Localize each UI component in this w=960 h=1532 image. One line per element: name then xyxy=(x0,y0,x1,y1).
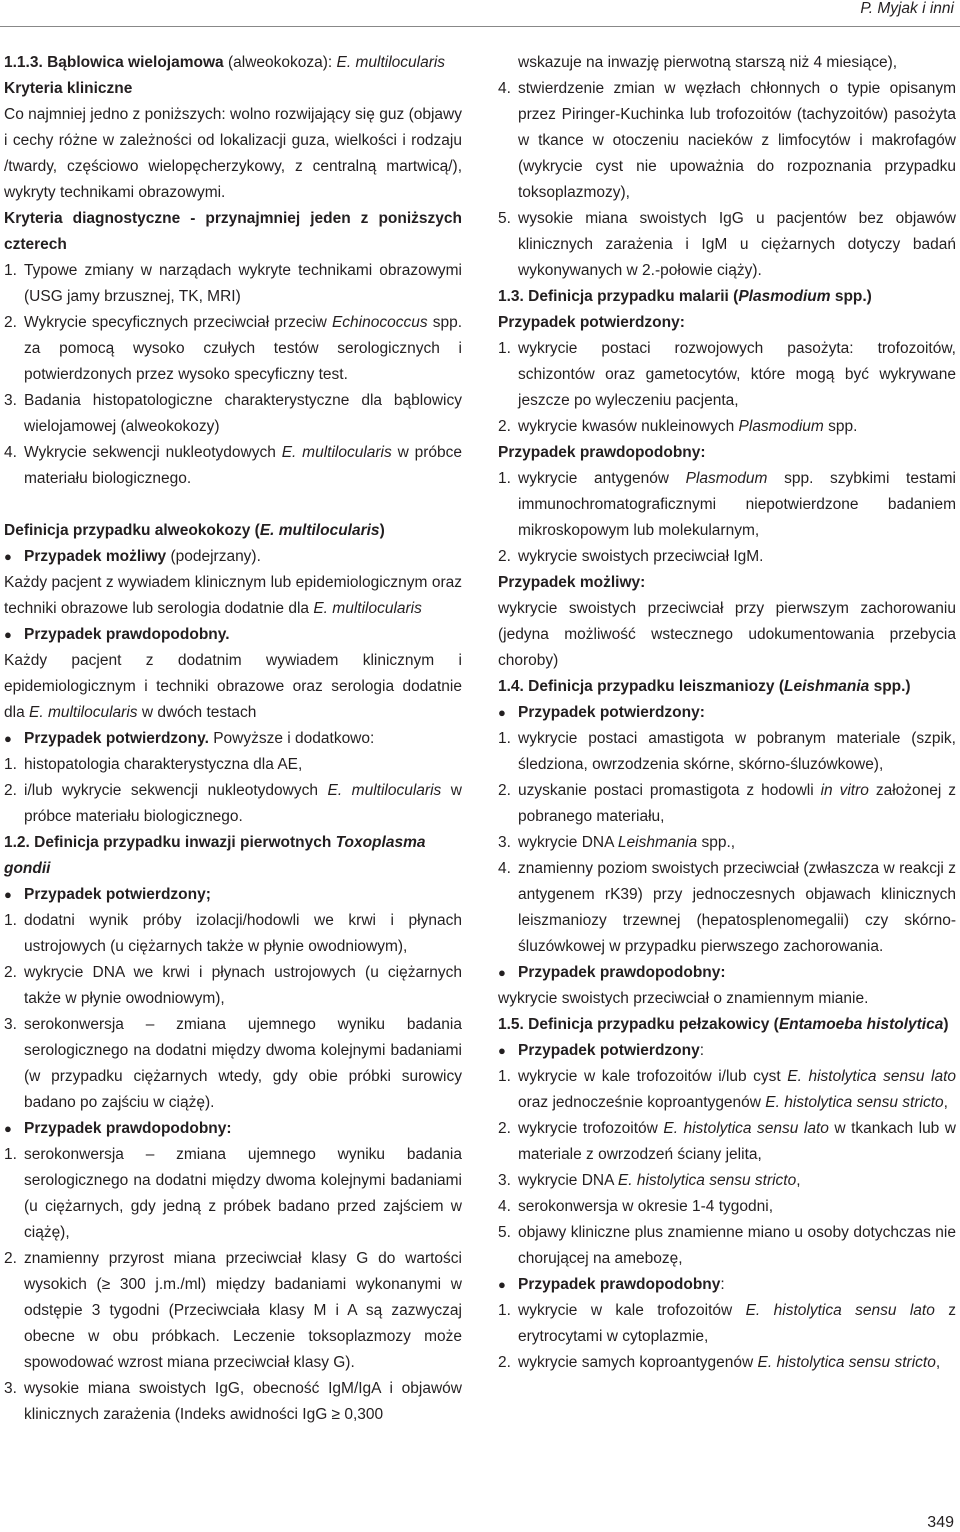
bullet-item: ● Przypadek potwierdzony; xyxy=(4,882,462,908)
list-item-continuation: wskazuje na inwazję pierwotną starszą niż 4 miesiące), xyxy=(518,54,898,71)
bullet-item: ● Przypadek prawdopodobny: xyxy=(498,1272,956,1298)
list-item: 3. serokonwersja – zmiana ujemnego wyniku badania serologicznego na dodatni między dwoma kolejnymi badaniami (w przypadku ciężarnych wtedy, gdy obie próbki surowicy badano po zajściu w ciążę). xyxy=(4,1016,462,1111)
section-1-5-heading: 1.5. Definicja przypadku pełzakowicy (Entamoeba histolytica) xyxy=(498,1016,949,1033)
kryteria-diagnostyczne-heading: Kryteria diagnostyczne - przynajmniej jeden z poniższych czterech xyxy=(4,210,462,253)
bullet-item: ● Przypadek potwierdzony. Powyższe i dodatkowo: xyxy=(4,726,462,752)
list-item: 3. wysokie miana swoistych IgG, obecność IgM/IgA i objawów klinicznych zarażenia (Indeks awidności IgG ≥ 0,300 xyxy=(4,1380,462,1423)
section-1-3-heading: 1.3. Definicja przypadku malarii (Plasmodium spp.) xyxy=(498,288,872,305)
list-item: 4. znamienny poziom swoistych przeciwciał (zwłaszcza w reakcji z antygenem rK39) przy jednoczesnych objawach klinicznych leiszmaniozy trzewnej (hepatosplenomegalii) czy skórno-śluzówkowej w przypadku pierwszego zachorowania. xyxy=(498,860,956,955)
bullet-item: ● Przypadek prawdopodobny: xyxy=(4,1116,462,1142)
list-item: 1. wykrycie antygenów Plasmodum spp. szybkimi testami immunochromatograficznymi niepotwierdzone badaniem mikroskopowym lub molekularnym, xyxy=(498,470,956,539)
kryteria-kliniczne-text: Co najmniej jedno z poniższych: wolno rozwijający się guz (objawy i cechy różne w zależności od lokalizacji guza, wielkości i rodzaju /twardy, częściowo wielopęcherzykowy, z centralną martwicą/), wykryty technikami obrazowymi. xyxy=(4,106,462,201)
paragraph: wykrycie swoistych przeciwciał o znamiennym mianie. xyxy=(498,990,869,1007)
bullet-icon: ● xyxy=(4,887,12,902)
list-item: 4. stwierdzenie zmian w węzłach chłonnych o typie opisanym przez Piringer-Kuchinka lub trofozoitów (tachyzoitów) pasożyta w tkance w otoczeniu nacieków z limfocytów i makrofagów (wykrycie cyst nie upoważnia do rozpoznania przypadku toksoplazmozy), xyxy=(498,80,956,201)
kryteria-kliniczne-heading: Kryteria kliniczne xyxy=(4,80,133,97)
list-item: 2. wykrycie samych koproantygenów E. histolytica sensu stricto, xyxy=(498,1354,941,1371)
bullet-item: ● Przypadek potwierdzony: xyxy=(498,1038,956,1064)
list-item: 1. wykrycie postaci rozwojowych pasożyta: trofozoitów, schizontów oraz gametocytów, które mogą być wykrywane jeszcze po wyleczeniu pacjenta, xyxy=(498,340,956,409)
subheading: Przypadek możliwy: xyxy=(498,574,646,591)
list-item: 1. dodatni wynik próby izolacji/hodowli we krwi i płynach ustrojowych (u ciężarnych także w płynie owodniowym), xyxy=(4,912,462,955)
bullet-icon: ● xyxy=(4,731,12,746)
subheading: Przypadek prawdopodobny: xyxy=(498,444,706,461)
list-item: 4. Wykrycie sekwencji nukleotydowych E. multilocularis w próbce materiału biologicznego. xyxy=(4,444,462,487)
bullet-item: ● Przypadek prawdopodobny: xyxy=(498,960,956,986)
list-item: 2. uzyskanie postaci promastigota z hodowli in vitro założonej z pobranego materiału, xyxy=(498,782,956,825)
list-item: 2. wykrycie swoistych przeciwciał IgM. xyxy=(498,548,764,565)
bullet-icon: ● xyxy=(498,705,506,720)
list-item: 2. wykrycie trofozoitów E. histolytica sensu lato w tkankach lub w materiale z owrzodzeń ściany jelita, xyxy=(498,1120,956,1163)
list-item: 5. wysokie miana swoistych IgG u pacjentów bez objawów klinicznych zarażenia i IgM u ciężarnych dotyczy badań wykonywanych w 2.-połowie ciąży). xyxy=(498,210,956,279)
list-item: 1. Typowe zmiany w narządach wykryte technikami obrazowymi (USG jamy brzusznej, TK, MRI) xyxy=(4,262,462,305)
list-item: 3. wykrycie DNA E. histolytica sensu stricto, xyxy=(498,1172,801,1189)
list-item: 5. objawy kliniczne plus znamienne miano u osoby dotychczas nie chorującej na amebozę, xyxy=(498,1224,956,1267)
list-item: 3. wykrycie DNA Leishmania spp., xyxy=(498,834,736,851)
bullet-icon: ● xyxy=(4,627,12,642)
list-item: 1. wykrycie w kale trofozoitów E. histolytica sensu lato z erytrocytami w cytoplazmie, xyxy=(498,1302,956,1345)
list-item: 2. wykrycie DNA we krwi i płynach ustrojowych (u ciężarnych także w płynie owodniowym), xyxy=(4,964,462,1007)
list-item: 2. wykrycie kwasów nukleinowych Plasmodium spp. xyxy=(498,418,858,435)
section-1-4-heading: 1.4. Definicja przypadku leiszmaniozy (Leishmania spp.) xyxy=(498,678,911,695)
list-item: 1. wykrycie postaci amastigota w pobranym materiale (szpik, śledziona, owrzodzenia skórne, skórno-śluzówkowe), xyxy=(498,730,956,773)
bullet-icon: ● xyxy=(4,549,12,564)
paragraph: Każdy pacjent z dodatnim wywiadem klinicznym i epidemiologicznym i techniki obrazowe oraz serologia dodatnie dla E. multilocularis w dwóch testach xyxy=(4,652,462,721)
definicja-alweokokozy-heading: Definicja przypadku alweokokozy (E. multilocularis) xyxy=(4,522,385,539)
bullet-icon: ● xyxy=(498,1043,506,1058)
subheading: Przypadek potwierdzony: xyxy=(498,314,685,331)
right-column xyxy=(498,50,956,1376)
bullet-item: ● Przypadek potwierdzony: xyxy=(498,700,956,726)
bullet-icon: ● xyxy=(4,1121,12,1136)
section-1-1-3-heading: 1.1.3. Bąblowica wielojamowa (alweokokoza): E. multilocularis xyxy=(4,54,446,71)
list-item: 2. znamienny przyrost miana przeciwciał klasy G do wartości wysokich (≥ 300 j.m./ml) między badaniami wykonanymi w odstępie 3 tygodni (Przeciwciała klasy M i A są zazwyczaj obecne w obu próbkach. Leczenie toksoplazmozy może spowodować wzrost miana przeciwciał klasy G). xyxy=(4,1250,462,1371)
header-rule xyxy=(0,26,960,27)
page-number: 349 xyxy=(927,1514,954,1531)
list-item: 1. wykrycie w kale trofozoitów i/lub cyst E. histolytica sensu lato oraz jednocześnie koproantygenów E. histolytica sensu stricto, xyxy=(498,1068,956,1111)
left-column xyxy=(4,50,462,1428)
list-item: 2. Wykrycie specyficznych przeciwciał przeciw Echinococcus spp. za pomocą wysoko czułych testów serologicznych i potwierdzonych przez wysoko specyficzny test. xyxy=(4,314,462,383)
running-header-author: P. Myjak i inni xyxy=(860,0,954,17)
section-1-2-heading: 1.2. Definicja przypadku inwazji pierwotnych Toxoplasma gondii xyxy=(4,834,426,877)
list-item: 1. histopatologia charakterystyczna dla AE, xyxy=(4,756,303,773)
list-item: 2. i/lub wykrycie sekwencji nukleotydowych E. multilocularis w próbce materiału biologicznego. xyxy=(4,782,462,825)
list-item: 1. serokonwersja – zmiana ujemnego wyniku badania serologicznego na dodatni między dwoma kolejnymi badaniami (u ciężarnych, gdy jedną z próbek badano przed zajściem w ciążę), xyxy=(4,1146,462,1241)
bullet-icon: ● xyxy=(498,965,506,980)
bullet-item: ● Przypadek możliwy (podejrzany). xyxy=(4,544,462,570)
list-item: 3. Badania histopatologiczne charakterystyczne dla bąblowicy wielojamowej (alweokokozy) xyxy=(4,392,462,435)
list-item: 4. serokonwersja w okresie 1-4 tygodni, xyxy=(498,1198,774,1215)
bullet-item: ● Przypadek prawdopodobny. xyxy=(4,622,462,648)
paragraph: Każdy pacjent z wywiadem klinicznym lub epidemiologicznym oraz techniki obrazowe lub serologia dodatnie dla E. multilocularis xyxy=(4,574,462,617)
bullet-icon: ● xyxy=(498,1277,506,1292)
paragraph: wykrycie swoistych przeciwciał przy pierwszym zachorowaniu (jedyna możliwość wstecznego udokumentowania przebycia choroby) xyxy=(498,600,956,669)
